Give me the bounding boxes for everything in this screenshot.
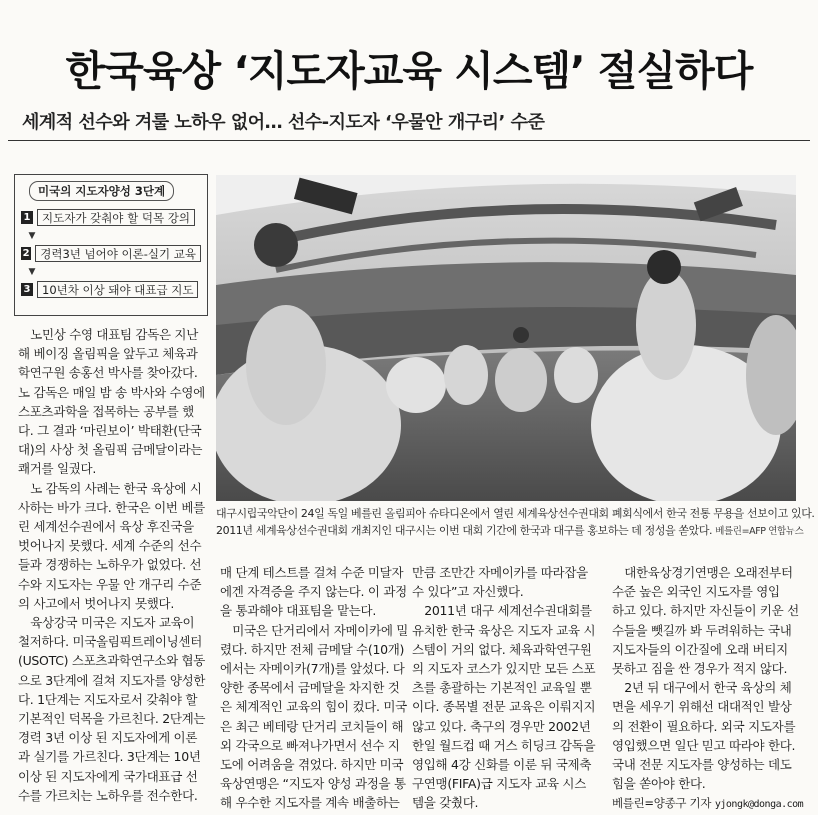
text-line: 은 체계적인 교육의 힘이 컸다. 미국 — [220, 699, 407, 715]
text-line: 다. 1단계는 지도자로서 갖춰야 할 — [18, 691, 198, 707]
caption-line — [216, 522, 802, 540]
article-column-2 — [220, 563, 409, 813]
text-line: 과 실기를 가르친다. 3단계는 10년 — [18, 749, 201, 765]
subheadline: 세계적 선수와 겨룰 노하우 없어… 선수-지도자 ‘우물안 개구리’ 수준 — [22, 112, 545, 133]
text-line: 철저하다. 미국올림픽트레이닝센터 — [18, 634, 202, 650]
sidebar-step-2 — [21, 243, 201, 263]
text-line: 스템이 거의 없다. 체육과학연구원 — [412, 641, 592, 657]
stadium-dance-illustration — [216, 175, 796, 501]
article-column-4 — [612, 563, 804, 815]
text-line: 쾌거를 일궜다. — [18, 461, 96, 477]
text-line: 학연구원 송홍선 박사를 찾아갔다. — [18, 365, 198, 381]
text-line: 의 지도자 코스가 있지만 모든 스포 — [412, 661, 596, 677]
byline-email[interactable]: yjongk@donga.com — [714, 799, 804, 811]
text-line: 도에 어려움을 겪었다. 하지만 미국 — [220, 757, 404, 773]
down-arrow-icon: ▼ — [28, 267, 36, 277]
text-line: 못하고 짐을 싼 경우가 적지 않다. — [612, 661, 788, 677]
text-line: 기본적인 덕목을 가르친다. 2단계는 — [18, 711, 206, 727]
caption-line: 대구시립국악단이 24일 독일 베를린 올림피아 슈타디온에서 열린 세계육상선수권대회 폐회식에서 한국 전통 무용을 선보이고 있다. — [216, 507, 815, 520]
text-line: 수를 가르치는 노하우를 전수한다. — [18, 787, 198, 803]
text-line: 사하는 바가 크다. 한국은 이번 베를 — [18, 499, 205, 515]
text-line: 다. 그 결과 ‘마린보이’ 박태환(단국 — [18, 423, 202, 439]
text-line: 노 감독은 매일 밤 송 박사와 수영에 — [18, 384, 205, 400]
text-line: 2년 뒤 대구에서 한국 육상의 체 — [612, 680, 792, 696]
text-line: 수 있다”고 자신했다. — [412, 584, 524, 600]
article-column-1 — [18, 325, 208, 805]
text-line: 대)의 사상 첫 올림픽 금메달이라는 — [18, 442, 203, 458]
text-line: 한일 월드컵 때 거스 히딩크 감독을 — [412, 737, 596, 753]
text-line: 수준 높은 외국인 지도자를 영입 — [612, 584, 780, 600]
text-line: 만큼 조만간 자메이카를 따라잡을 — [412, 565, 588, 580]
text-line: 의 사고에서 벗어나지 못했다. — [18, 595, 174, 611]
text-line: 으로 3단계에 걸쳐 지도자를 양성한 — [18, 672, 206, 688]
text-line: 노민상 수영 대표팀 감독은 지난 — [18, 327, 198, 342]
header-divider — [8, 140, 810, 141]
sidebar-title: 미국의 지도자양성 3단계 — [29, 181, 174, 201]
text-line: 육상연맹은 “지도자 양성 과정을 통 — [220, 776, 406, 792]
step-label: 10년차 이상 돼야 대표급 지도 — [37, 281, 198, 298]
text-line: 국내 전문 지도자를 양성하는 데도 — [612, 757, 792, 773]
text-line: 유치한 한국 육상은 지도자 교육 시 — [412, 622, 596, 638]
step-number: 1 — [21, 211, 33, 224]
article-column-3 — [412, 563, 604, 813]
text-line: 은 최근 베테랑 단거리 코치들이 해 — [220, 718, 404, 734]
byline — [612, 793, 804, 814]
caption-line-text: 2011년 세계육상선수권대회 개최지인 대구시는 이번 대회 기간에 한국과 대구를 홍보하는 데 정성을 쏟았다. — [216, 524, 713, 537]
sidebar-step-1 — [21, 207, 201, 227]
text-line: 2011년 대구 세계선수권대회를 — [412, 603, 592, 619]
text-line: 벗어나지 못했다. 세계 수준의 선수 — [18, 538, 202, 554]
text-line: 하고 있다. 하지만 자신들이 키운 선 — [612, 603, 799, 619]
text-line: 의 전환이 필요하다. 외국 지도자를 — [612, 718, 796, 734]
headline: 한국육상 ‘지도자교육 시스템’ 절실하다 — [65, 47, 753, 95]
photo-caption — [216, 505, 815, 540]
text-line: 이다. 종목별 전문 교육은 이뤄지지 — [412, 699, 596, 715]
text-line: 을 통과해야 대표팀을 맡는다. — [220, 603, 376, 619]
text-line: 스포츠과학을 접목하는 공부를 했 — [18, 403, 194, 419]
text-line: 렸다. 하지만 전체 금메달 수(10개) — [220, 641, 405, 657]
text-line: 경력 3년 이상 된 지도자에게 이론 — [18, 730, 198, 746]
text-line: 힘을 쏟아야 한다. — [612, 776, 706, 792]
text-line: 이상 된 지도자에게 국가대표급 선 — [18, 768, 198, 784]
text-line: 수와 지도자는 우물 안 개구리 수준 — [18, 576, 202, 592]
text-line: 영입했으면 일단 믿고 따라야 한다. — [612, 737, 796, 753]
text-line: 육상강국 미국은 지도자 교육이 — [18, 615, 195, 631]
text-line: 수들을 뺏길까 봐 두려워하는 국내 — [612, 622, 792, 638]
byline-name: 베를린=양종구 기자 — [612, 796, 712, 811]
sidebar-step-3 — [21, 279, 201, 299]
step-number: 3 — [21, 283, 33, 296]
text-line: 해 베이징 올림픽을 앞두고 체육과 — [18, 346, 198, 362]
text-line: 외 각국으로 빠져나가면서 선수 지 — [220, 737, 400, 753]
down-arrow-icon: ▼ — [28, 231, 36, 241]
text-line: 영입해 4강 신화를 이룬 뒤 국제축 — [412, 757, 592, 773]
text-line: 구연맹(FIFA)급 지도자 교육 시스 — [412, 776, 586, 792]
text-line: 미국은 단거리에서 자메이카에 밀 — [220, 622, 409, 638]
step-number: 2 — [22, 247, 30, 259]
text-line: (USOTC) 스포츠과학연구소와 협동 — [18, 653, 206, 669]
sidebar-box — [14, 174, 208, 316]
text-line: 면을 세우기 위해선 대대적인 발상 — [612, 699, 792, 715]
text-line: 지도자들의 이간질에 오래 버티지 — [612, 641, 788, 657]
photo-credit: 베를린=AFP 연합뉴스 — [715, 526, 804, 537]
text-line: 양한 종목에서 금메달을 차지한 것 — [220, 680, 400, 696]
text-line: 에겐 자격증을 주지 않는다. 이 과정 — [220, 584, 407, 600]
step-label: 지도자가 갖춰야 할 덕목 강의 — [37, 209, 195, 226]
text-line: 에서는 자메이카(7개)를 앞섰다. 다 — [220, 661, 405, 677]
text-line: 매 단계 테스트를 걸쳐 수준 미달자 — [220, 565, 404, 580]
text-line: 린 세계선수권에서 육상 후진국을 — [18, 519, 194, 535]
text-line: 노 감독의 사례는 한국 육상에 시 — [18, 480, 202, 496]
text-line: 대한육상경기연맹은 오래전부터 — [612, 565, 793, 580]
text-line: 들과 경쟁하는 노하우가 없었다. 선 — [18, 557, 202, 573]
text-line: 츠를 총괄하는 기본적인 교육일 뿐 — [412, 680, 592, 696]
news-photo — [216, 175, 796, 501]
text-line: 해 우수한 지도자를 계속 배출하는 — [220, 795, 400, 811]
text-line: 않고 있다. 축구의 경우만 2002년 — [412, 718, 591, 734]
step-label: 경력3년 넘어야 이론-실기 교육 — [35, 245, 201, 262]
text-line: 템을 갖췄다. — [412, 795, 479, 811]
